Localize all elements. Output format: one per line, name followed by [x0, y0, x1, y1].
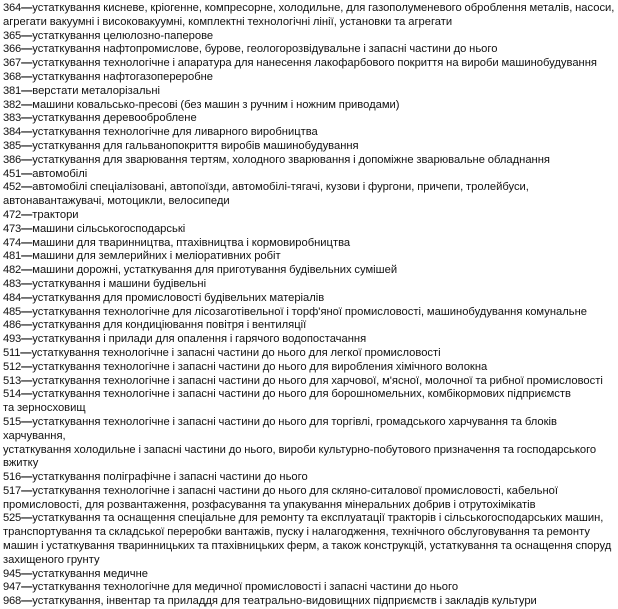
list-item — [3, 485, 615, 513]
entry-text: устаткування технологічне і запасні частини до нього для борошномельних, комбікормових підприємств — [32, 388, 571, 401]
entry-dash: — — [21, 43, 33, 56]
entry-dash: — — [21, 277, 33, 290]
entry-text: устаткування технологічне і запасні частини до нього для харчової, м'ясної, молочної та рибної промисловості — [32, 374, 603, 387]
entry-text: агрегати вакуумні і високовакуумні, комплектні технологічні лінії, установки та агрегати — [3, 15, 453, 28]
entry-code: 472 — [3, 208, 22, 221]
entry-dash: — — [21, 291, 33, 304]
list-item — [3, 57, 615, 71]
list-item — [3, 99, 615, 113]
list-item — [3, 388, 615, 416]
entry-code: 367 — [3, 57, 22, 70]
entry-text: устаткування, інвентар та приладдя для театрально-видовищних підприємств і закладів культури — [32, 595, 537, 608]
entry-dash: — — [21, 595, 33, 608]
list-item — [3, 595, 615, 609]
entry-dash: — — [21, 319, 33, 332]
entry-text: устаткування технологічне і запасні частини до нього для виробления хімічного волокна — [32, 360, 488, 373]
entry-code: 486 — [3, 319, 22, 332]
entry-dash: — — [20, 346, 32, 359]
entry-text: устаткування для зварювання тертям, холодного зварювання і допоміжне зварювальне обладнання — [32, 153, 550, 166]
entry-text: транспортування та складської переробки вантажів, пуску і налагодження, технічного обслуговування та ремонту — [3, 526, 590, 539]
entry-dash: — — [21, 98, 33, 111]
entry-text: устаткування технологічне і запасні частини до нього для легкої промисловості — [31, 346, 441, 359]
entry-dash: — — [21, 29, 33, 42]
list-item — [3, 154, 615, 168]
entry-dash: — — [21, 250, 33, 263]
entry-text: устаткування і машини будівельні — [32, 277, 207, 290]
list-item — [3, 168, 615, 182]
entry-text: устаткування технологічне для лісозаготівельної і торф'яної промисловості, машинобудування комунальне — [32, 305, 588, 318]
entry-code: 364 — [3, 2, 22, 14]
entry-text: верстати металорізальні — [32, 84, 160, 97]
list-item — [3, 471, 615, 485]
entry-dash: — — [21, 139, 33, 152]
list-item — [3, 2, 615, 30]
entry-text: промисловості, для розвантаження, розфасування та упакування мінеральних добрив і отрутохімікатів — [3, 498, 536, 511]
entry-text: машини сільськогосподарські — [32, 222, 186, 235]
entry-dash: — — [21, 581, 33, 594]
list-item — [3, 347, 615, 361]
entry-dash: — — [21, 333, 33, 346]
list-item — [3, 278, 615, 292]
entry-code: 368 — [3, 70, 22, 83]
entry-code: 513 — [3, 374, 22, 387]
list-item — [3, 292, 615, 306]
entry-dash: — — [21, 112, 33, 125]
list-item — [3, 112, 615, 126]
entry-text: машини дорожні, устаткування для приготування будівельних сумішей — [32, 264, 398, 277]
entry-code: 947 — [3, 581, 22, 594]
entry-dash: — — [21, 84, 33, 97]
entry-dash: — — [21, 471, 33, 484]
list-item — [3, 85, 615, 99]
list-item — [3, 181, 615, 209]
list-item — [3, 237, 615, 251]
list-item — [3, 223, 615, 237]
entry-text: вжитку — [3, 457, 39, 470]
entry-code: 386 — [3, 153, 22, 166]
list-item — [3, 30, 615, 44]
entry-text: та зерносховищ — [3, 402, 86, 415]
entry-text: устаткування нафтогазопереробне — [32, 70, 214, 83]
list-item — [3, 568, 615, 582]
entry-text: трактори — [32, 208, 79, 221]
entry-code: 493 — [3, 333, 22, 346]
entry-text: машини для тваринництва, птахівництва і кормовиробництва — [32, 236, 351, 249]
entry-code: 511 — [3, 346, 21, 359]
entry-dash: — — [21, 415, 33, 428]
entry-code: 481 — [3, 250, 22, 263]
list-item — [3, 209, 615, 223]
entry-text: устаткування технологічне і апаратура для нанесення лакофарбового покриття на вироби машинобудування — [32, 57, 597, 70]
entry-code: 383 — [3, 112, 22, 125]
list-item — [3, 306, 615, 320]
entry-code: 452 — [3, 181, 22, 194]
entry-code: 473 — [3, 222, 22, 235]
entry-code: 512 — [3, 360, 22, 373]
entry-code: 483 — [3, 277, 22, 290]
entry-code: 516 — [3, 471, 22, 484]
entry-text: устаткування деревооброблене — [32, 112, 197, 125]
entry-dash: — — [21, 57, 33, 70]
entry-code: 514 — [3, 388, 22, 401]
entry-text: машини для землерийних і меліоративних робіт — [32, 250, 281, 263]
entry-dash: — — [21, 153, 33, 166]
entry-text: устаткування поліграфічне і запасні частини до нього — [32, 471, 308, 484]
entry-text: устаткування технологічне і запасні частини до нього для торгівлі, громадського харчування та блоків харчування, — [3, 415, 557, 442]
list-item — [3, 250, 615, 264]
entry-text: устаткування технологічне і запасні частини до нього для скляно-ситалової промисловості, кабельної — [32, 484, 558, 497]
entry-dash: — — [21, 360, 33, 373]
entry-dash: — — [21, 70, 33, 83]
entry-code: 365 — [3, 29, 22, 42]
entry-text: устаткування для гальванопокриття виробів машинобудування — [32, 139, 359, 152]
entry-text: захищеного грунту — [3, 553, 100, 566]
entry-dash: — — [21, 167, 33, 180]
entry-dash: — — [21, 484, 33, 497]
entry-text: автомобілі — [32, 167, 88, 180]
entry-dash: — — [21, 388, 33, 401]
entry-code: 451 — [3, 167, 22, 180]
entry-code: 382 — [3, 98, 22, 111]
entry-text: машин і устаткування тваринницьких та птахівницьких ферм, а також конструкцій, устаткування та оснащення споруд — [3, 540, 612, 553]
list-item — [3, 375, 615, 389]
entry-text: устаткування для кондиціювання повітря і вентиляції — [32, 319, 307, 332]
entry-text: устаткування та оснащення спеціальне для ремонту та експлуатації тракторів і сільськогосподарських машин, — [32, 512, 604, 525]
entry-code: 385 — [3, 139, 22, 152]
entry-code: 525 — [3, 512, 22, 525]
entry-dash: — — [21, 181, 33, 194]
entry-dash: — — [21, 512, 33, 525]
list-item — [3, 71, 615, 85]
entry-text: устаткування кисневе, кріогенне, компресорне, холодильне, для газополуменевого оброблення металів, насоси, — [32, 2, 615, 14]
entry-code: 968 — [3, 595, 22, 608]
entry-text: машини ковальсько-пресові (без машин з ручним і ножним приводами) — [32, 98, 400, 111]
entry-dash: — — [21, 236, 33, 249]
entry-code: 384 — [3, 126, 22, 139]
list-item — [3, 126, 615, 140]
entry-code: 515 — [3, 415, 22, 428]
list-item — [3, 264, 615, 278]
entry-text: устаткування холодильне і запасні частини до нього, вироби культурно-побутового призначення та господарського — [3, 443, 597, 456]
entry-text: автомобілі спеціалізовані, автопоїзди, автомобілі-тягачі, кузови і фургони, причепи, тролейбуси, — [32, 181, 529, 194]
entry-code: 484 — [3, 291, 22, 304]
entry-code: 474 — [3, 236, 22, 249]
list-item — [3, 581, 615, 595]
list-item — [3, 43, 615, 57]
entry-dash: — — [21, 2, 33, 14]
entry-text: автонавантажувачі, мотоцикли, велосипеди — [3, 195, 230, 208]
entry-text: устаткування технологічне для медичної промисловості і запасні частини до нього — [32, 581, 459, 594]
list-item — [3, 319, 615, 333]
entry-dash: — — [21, 222, 33, 235]
entry-code: 381 — [3, 84, 22, 97]
entry-dash: — — [21, 305, 33, 318]
entry-code: 482 — [3, 264, 22, 277]
entry-dash: — — [21, 208, 33, 221]
list-item — [3, 333, 615, 347]
list-item — [3, 512, 615, 567]
entry-code: 945 — [3, 567, 22, 580]
entry-text: устаткування нафтопромислове, бурове, геологорозвідувальне і запасні частини до нього — [32, 43, 498, 56]
entry-text: устаткування целюлозно-паперове — [32, 29, 214, 42]
list-item — [3, 140, 615, 154]
entry-code: 366 — [3, 43, 22, 56]
entry-text: устаткування технологічне для ливарного виробництва — [32, 126, 318, 139]
entry-dash: — — [21, 264, 33, 277]
entry-text: устаткування для промисловості будівельних матеріалів — [32, 291, 325, 304]
entry-text: устаткування і прилади для опалення і гарячого водопостачання — [32, 333, 367, 346]
entry-text: устаткування медичне — [32, 567, 148, 580]
entry-dash: — — [21, 126, 33, 139]
entry-code: 517 — [3, 484, 22, 497]
entry-dash: — — [21, 567, 33, 580]
list-item — [3, 361, 615, 375]
code-list-document — [3, 2, 615, 609]
entry-dash: — — [21, 374, 33, 387]
entry-code: 485 — [3, 305, 22, 318]
list-item — [3, 416, 615, 471]
